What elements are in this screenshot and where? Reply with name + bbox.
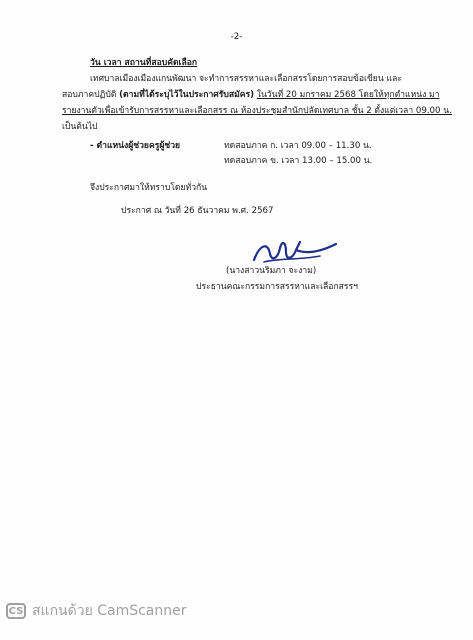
camscanner-text: สแกนด้วย CamScanner (32, 603, 187, 619)
date-line: ประกาศ ณ วันที่ 26 ธันวาคม พ.ศ. 2567 (121, 206, 274, 216)
paragraph-line-2-part-c: ในวันที่ 20 มกราคม 2568 โดยให้ทุกตำแหน่ง มา (256, 90, 440, 100)
page-number: -2- (230, 32, 243, 42)
paragraph-line-4: เป็นต้นไป (62, 122, 98, 132)
schedule-item-1: ทดสอบภาค ก. เวลา 09.00 – 11.30 น. (224, 141, 372, 151)
position-label: - ตำแหน่งผู้ช่วยครูผู้ช่วย (90, 141, 181, 151)
section-heading: วัน เวลา สถานที่สอบคัดเลือก (90, 58, 198, 68)
paragraph-line-2-part-a: สอบภาคปฏิบัติ (62, 90, 117, 100)
signer-title: ประธานคณะกรรมการสรรหาและเลือกสรรฯ (196, 282, 358, 292)
paragraph-line-3: รายงานตัวเพื่อเข้ารับการสรรหาและเลือกสรร ณ ห้องประชุมสำนักปลัดเทศบาล ชั้น 2 ตั้งแต่เวลา 09.00 น. (62, 106, 452, 116)
camscanner-logo-icon: CS (6, 603, 26, 619)
paragraph-line-1: เทศบาลเมืองเมืองแกนพัฒนา จะทำการสรรหาและเลือกสรรโดยการสอบข้อเขียน และ (90, 74, 402, 84)
paragraph-line-2-part-b: (ตามที่ได้ระบุไว้ในประกาศรับสมัคร) (119, 90, 255, 100)
paragraph-line-2 (62, 90, 440, 101)
schedule-item-2: ทดสอบภาค ข. เวลา 13.00 – 15.00 น. (224, 156, 373, 166)
camscanner-watermark (6, 600, 187, 622)
announcement-line: จึงประกาศมาให้ทราบโดยทั่วกัน (90, 183, 208, 193)
signer-name: (นางสาวนริมภา จะงาม) (226, 266, 317, 276)
signature-image (250, 236, 340, 266)
